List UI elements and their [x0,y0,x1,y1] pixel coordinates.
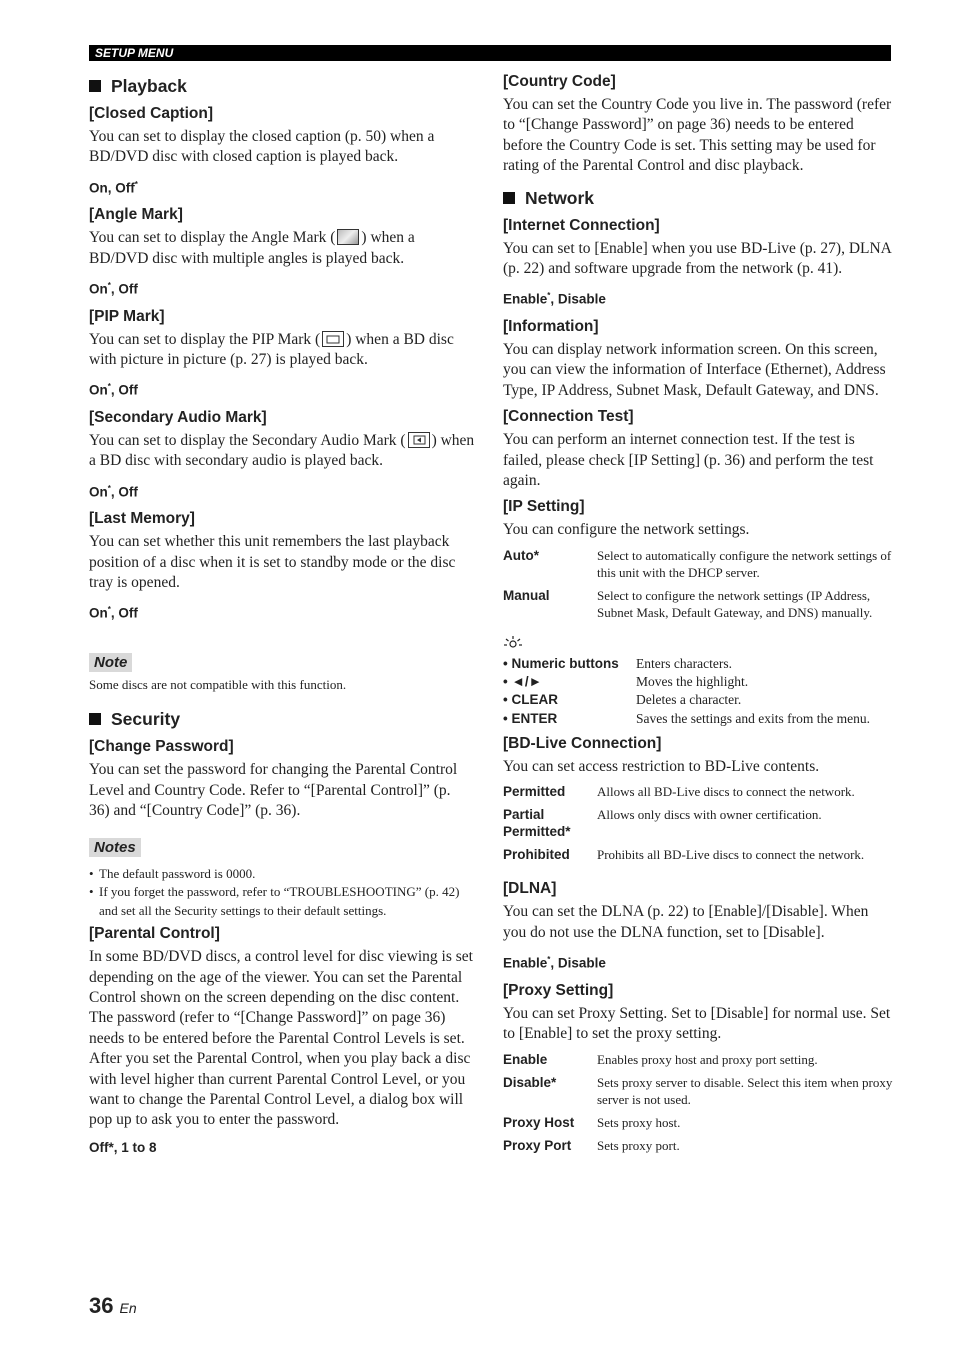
internet-connection-title: [Internet Connection] [503,216,660,234]
setting-value: Select to automatically configure the network settings of this unit with the DHCP server. [597,547,892,580]
pip-mark-text [89,330,475,371]
parental-control-p2: The password (refer to “[Change Password]” on page 36) needs to be entered before the Parental Control Levels is set. [89,1009,465,1047]
setting-value: Sets proxy port. [597,1137,680,1153]
parental-control-title: [Parental Control] [89,925,220,943]
option-enable: Enable [503,291,548,307]
dlna-title: [DLNA] [503,880,557,898]
section-header-label: SETUP MENU [95,46,174,60]
closed-caption-options [89,176,475,197]
page-language: En [119,1300,137,1316]
dlna-options [503,951,893,972]
section-security [89,708,475,730]
parental-control-options: Off*, 1 to 8 [89,1139,157,1155]
information-title: [Information] [503,317,599,335]
pip-mark-icon [322,331,344,347]
key-name: • Numeric buttons [503,655,619,671]
setting-value: Allows only discs with owner certification. [597,807,822,823]
closed-caption-title: [Closed Caption] [89,105,213,122]
notes-label: Notes [89,838,141,857]
setting-key: Manual [503,587,550,603]
table-row [503,691,870,709]
default-marker: * [134,179,138,189]
text-part: You can set to display the Secondary Audio Mark ( [89,431,406,449]
option-off: , Off [110,484,138,500]
setting-key: Permitted [503,784,566,800]
last-memory-text: You can set whether this unit remembers the last playback position of a disc when it is set to standby mode or the disc tray is opened. [89,533,456,592]
option-off: , Off [110,605,138,621]
key-name: • CLEAR [503,692,558,708]
parental-control-p1: In some BD/DVD discs, a control level for disc viewing is set depending on the age of the viewer. You can set the Parental Control shown on the screen depending on the disc content. [89,948,473,1006]
default-marker: * [107,281,111,291]
parental-control-p3: After you set the Parental Control, when you play back a disc with level higher than current Parental Control Level, or you want to change the Parental Control Level, a dialog box will pop up to ask you to enter the password. [89,1050,471,1129]
section-playback [89,75,475,97]
note-text: Some discs are not compatible with this function. [89,676,347,692]
last-memory-options [89,601,475,622]
key-desc: Deletes a character. [636,692,742,708]
setting-key: Prohibited [503,847,570,863]
information-text: You can display network information screen. On this screen, you can view the information of Interface (Ethernet), Address Type, IP Address, Subnet Mask, Default Gateway, and DNS. [503,340,886,399]
note-label: Note [89,653,132,672]
table-row [503,673,870,691]
section-network [503,187,893,209]
country-code-text: You can set the Country Code you live in. The password (refer to “[Change Password]” on page 36) needs to be entered before the Country Code is set. This setting may be used for rating of the Parental Control and disc playback. [503,96,892,175]
proxy-setting-text: You can set Proxy Setting. Set to [Disable] for normal use. Set to [Enable] to set the proxy setting. [503,1004,891,1043]
ip-setting-text: You can configure the network settings. [503,521,750,539]
section-header-bar [89,45,891,61]
section-title: Security [111,709,181,730]
option-off: , Off [110,382,138,398]
angle-mark-title: [Angle Mark] [89,206,183,224]
square-bullet-icon [89,713,101,725]
square-bullet-icon [89,80,101,92]
connection-test-title: [Connection Test] [503,408,634,426]
table-row [503,806,864,846]
secondary-audio-text [89,431,475,472]
default-marker: * [547,955,551,965]
option-off: , Off [110,281,138,297]
key-desc: Saves the settings and exits from the menu. [636,710,870,726]
setting-key: Partial Permitted* [503,807,571,840]
table-row [503,710,870,728]
dlna-text: You can set the DLNA (p. 22) to [Enable]/[Disable]. When you do not use the DLNA function, set to [Disable]. [503,903,869,941]
country-code-title: [Country Code] [503,73,616,90]
page-number-value: 36 [89,1293,114,1318]
last-memory-title: [Last Memory] [89,510,195,528]
angle-mark-options [89,277,475,298]
setting-value: Sets proxy server to disable. Select this item when proxy server is not used. [597,1074,893,1107]
proxy-table [503,1051,893,1160]
text-part: ) when a BD disc with picture in picture (p. 27) is played back. [89,330,454,369]
setting-value: Enables proxy host and proxy port setting. [597,1051,818,1067]
option-disable: , Disable [550,955,606,971]
table-row [503,1074,893,1114]
option-on: On [89,281,108,297]
hint-icon [503,635,893,655]
key-desc: Moves the highlight. [636,674,749,690]
proxy-setting-title: [Proxy Setting] [503,981,614,999]
table-row [503,547,893,587]
internet-connection-options [503,287,893,308]
default-marker: * [107,382,111,392]
internet-connection-text: You can set to [Enable] when you use BD-Live (p. 27), DLNA (p. 22) and software upgrade from the network (p. 41). [503,239,892,278]
default-marker: * [547,291,551,301]
section-title: Network [525,187,595,208]
page-number [89,1293,137,1319]
left-column [89,72,475,1165]
setting-value: Select to configure the network settings (IP Address, Subnet Mask, Default Gateway, and DNS) manually. [597,587,873,620]
text-part: ) when a BD disc with secondary audio is played back. [89,431,475,470]
text-part: ) when a BD/DVD disc with multiple angles is played back. [89,229,415,267]
change-password-title: [Change Password] [89,738,234,756]
key-name: • ◄/► [503,674,542,690]
setting-key: Proxy Port [503,1137,572,1153]
angle-mark-icon [337,229,359,245]
ip-setting-table [503,547,893,627]
table-row [503,783,864,806]
setting-key: Disable* [503,1074,557,1090]
change-password-text: You can set the password for changing the Parental Control Level and Country Code. Refer to “[Parental Control]” (p. 36) and “[Country Code]” (p. 36). [89,761,458,820]
angle-mark-text [89,228,475,269]
option-on: On [89,484,108,500]
connection-test-text: You can perform an internet connection test. If the test is failed, please check [IP Setting] (p. 36) and perform the test again. [503,431,874,489]
key-desc: Enters characters. [636,655,732,671]
option-on: On [89,605,108,621]
secondary-audio-icon [408,432,430,448]
setting-key: Enable [503,1051,548,1067]
table-row [503,1051,893,1074]
default-marker: * [107,483,111,493]
pip-mark-options [89,378,475,399]
option-on: On [89,382,108,398]
secondary-audio-options [89,480,475,501]
key-name: • ENTER [503,710,558,726]
secondary-audio-title: [Secondary Audio Mark] [89,408,267,426]
ip-setting-title: [IP Setting] [503,498,585,516]
square-bullet-icon [503,192,515,204]
right-column [503,72,893,1166]
setting-key: Auto* [503,547,539,563]
setting-value: Allows all BD-Live discs to connect the network. [597,784,855,800]
table-row [503,587,893,627]
setting-key: Proxy Host [503,1114,575,1130]
default-marker: * [107,605,111,615]
text-part: You can set to display the PIP Mark ( [89,330,321,348]
bd-live-table [503,783,864,869]
bd-live-title: [BD-Live Connection] [503,734,662,752]
setting-value: Sets proxy host. [597,1114,681,1130]
note-item: • The default password is 0000. [89,865,475,884]
table-row [503,1114,893,1137]
key-table [503,655,870,728]
pip-mark-title: [PIP Mark] [89,307,165,325]
table-row [503,1137,893,1160]
table-row [503,655,870,673]
option-text: On, Off [89,180,135,196]
option-disable: , Disable [550,291,606,307]
setting-value: Prohibits all BD-Live discs to connect the network. [597,847,865,863]
note-item: • If you forget the password, refer to “TROUBLESHOOTING” (p. 42) and set all the Security settings to their default settings. [89,883,475,920]
section-title: Playback [111,76,187,96]
table-row [503,846,864,869]
text-part: You can set to display the Angle Mark ( [89,229,336,247]
closed-caption-text: You can set to display the closed caption (p. 50) when a BD/DVD disc with closed caption is played back. [89,128,435,166]
option-enable: Enable [503,955,548,971]
bd-live-text: You can set access restriction to BD-Live contents. [503,757,820,775]
